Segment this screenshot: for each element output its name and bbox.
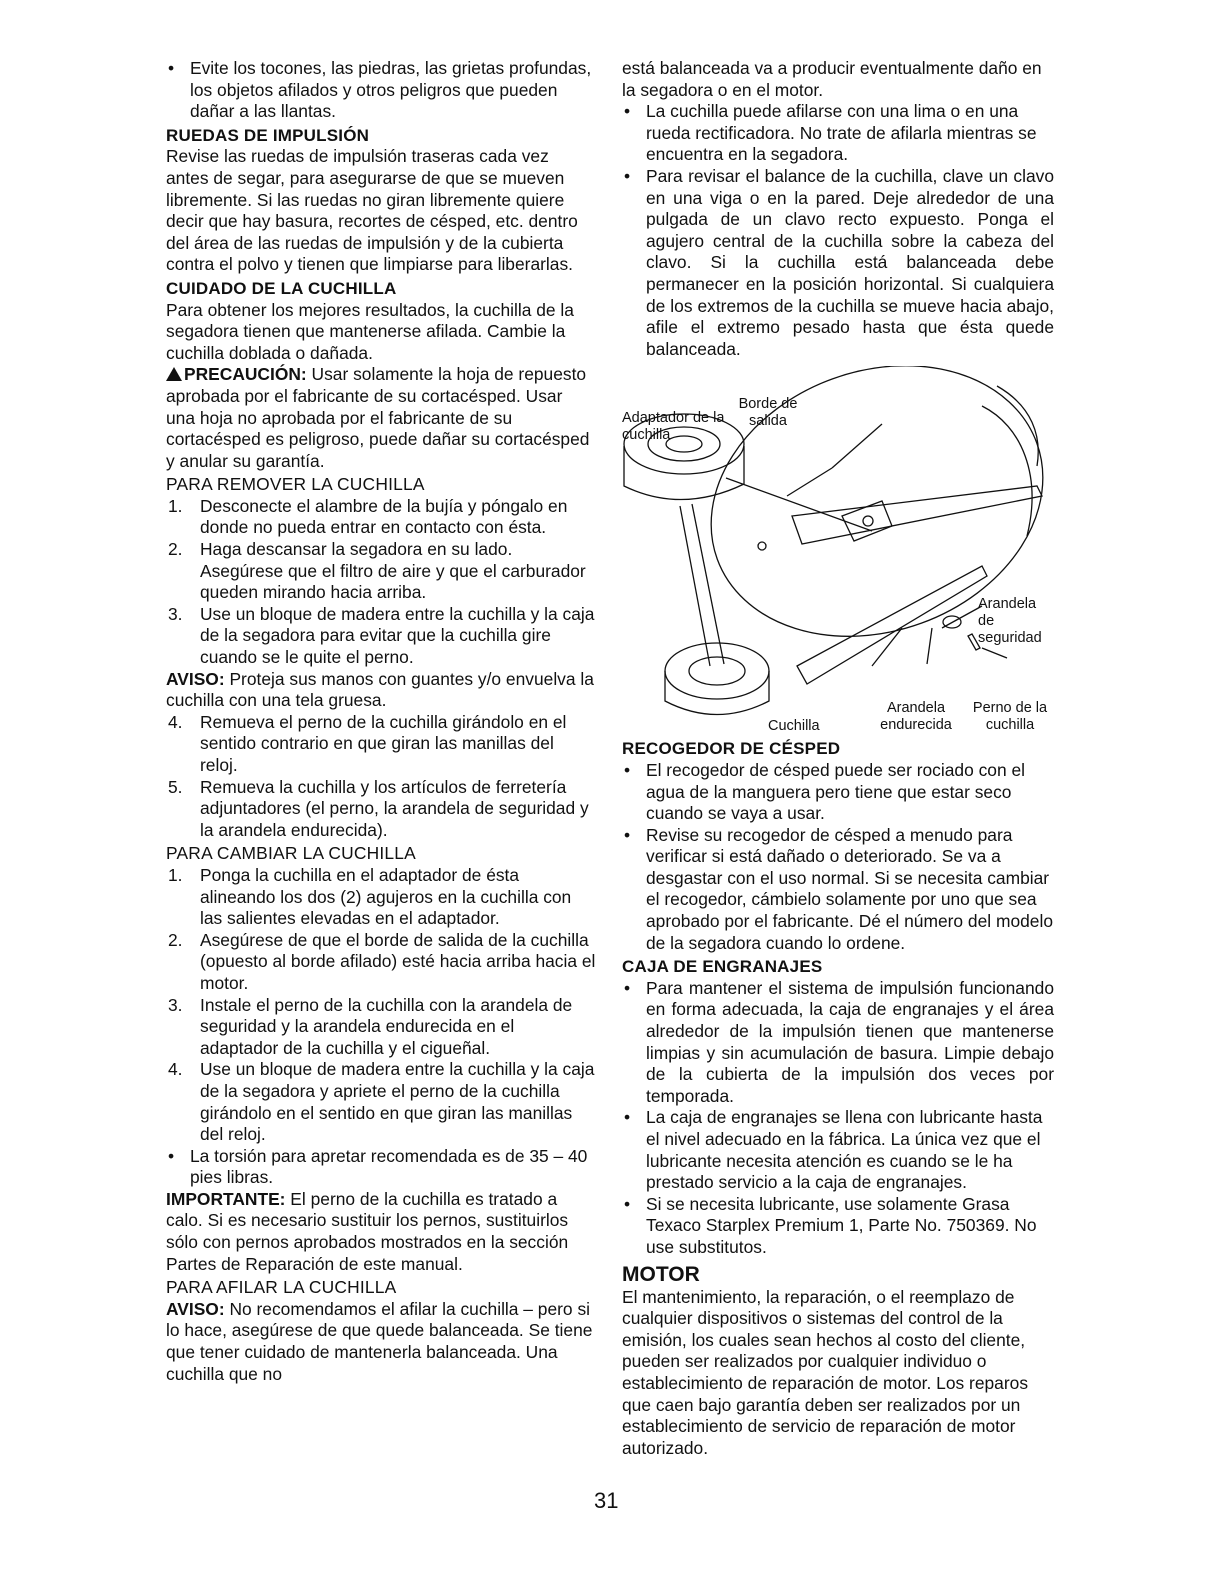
warning-icon — [166, 367, 182, 381]
grass-catcher-bullet: • El recogedor de césped puede ser rociado con el agua de la manguera pero tiene que estar seco cuando se vaya a usar. — [622, 760, 1054, 825]
notice-text: Proteja sus manos con guantes y/o envuelva la cuchilla con una tela gruesa. — [166, 668, 594, 711]
left-column — [166, 58, 596, 1385]
grass-catcher-heading: RECOGEDOR DE CÉSPED — [622, 739, 841, 759]
step-text: Remueva la cuchilla y los artículos de ferretería adjuntadores (el perno, la arandela de seguridad y la arandela endurecida). — [200, 776, 589, 840]
numbered-step — [166, 995, 596, 1060]
tires-bullet: • Evite los tocones, las piedras, las grietas profundas, los objetos afilados y otros peligros que pueden dañar a las llantas. — [166, 58, 596, 123]
caution-text: Usar solamente la hoja de repuesto aprobada por el fabricante de su cortacésped. Usar una hoja no aprobada por el fabricante de su cortacésped es peligroso, puede dañar su cortacésped y anular su garantía. — [166, 364, 590, 471]
blade-care-heading: CUIDADO DE LA CUCHILLA — [166, 278, 397, 298]
motor-heading: MOTOR — [622, 1262, 700, 1286]
notice-sharpen-paragraph — [166, 1299, 596, 1385]
torque-bullet: • La torsión para apretar recomendada es de 35 – 40 pies libras. — [166, 1146, 596, 1189]
balance-continuation: está balanceada va a producir eventualmente daño en la segadora o en el motor. — [622, 58, 1042, 100]
blade-care-paragraph: Para obtener los mejores resultados, la cuchilla de la segadora tienen que mantenerse afilada. Cambie la cuchilla doblada o dañada. — [166, 299, 574, 363]
label-blade-adapter: Adaptador de la cuchilla — [622, 410, 725, 444]
step-text: Remueva el perno de la cuchilla girándolo en el sentido contrario en que giran las manillas del reloj. — [200, 711, 567, 775]
caution-paragraph — [166, 364, 596, 472]
notice-text: No recomendamos el afilar la cuchilla – pero si lo hace, asegúrese de que quede balanceada. Se tiene que tener cuidado de mantenerla balanceada. Una cuchilla que no — [166, 1298, 593, 1384]
gearbox-heading: CAJA DE ENGRANAJES — [622, 957, 823, 977]
sharpen-blade-subheading: PARA AFILAR LA CUCHILLA — [166, 1277, 397, 1298]
step-number: 3. — [168, 994, 183, 1015]
step-number: 1. — [168, 495, 183, 516]
label-hardened-washer: Arandela endurecida — [880, 700, 952, 734]
drive-wheels-heading: RUEDAS DE IMPULSIÓN — [166, 125, 370, 145]
blade-bullet: • La cuchilla puede afilarse con una lima o en una rueda rectificadora. No trate de afilarla mientras se encuentra en la segadora. — [622, 101, 1054, 166]
label-lock-washer: Arandela de seguridad — [978, 596, 1042, 647]
gearbox-bullet: • La caja de engranajes se llena con lubricante hasta el nivel adecuado en la fábrica. La única vez que el lubricante necesita atención es cuando se le ha prestado servicio a la caja de engranajes. — [622, 1107, 1054, 1193]
notice-gloves-paragraph — [166, 669, 596, 712]
blade-assembly-figure — [622, 366, 1054, 735]
blade-bullet: • Para revisar el balance de la cuchilla, clave un clavo en una viga o en la pared. Deje alrededor de una pulgada de un clavo recto expuesto. Ponga el agujero central de la cuchilla sobre la cabeza del clavo. Si la cuchilla está balanceada debe permanecer en la posición horizontal. Si cualquiera de los extremos de la cuchilla se mueve hacia abajo, afile el extremo pesado hasta que ésta quede balanceada. — [622, 166, 1054, 360]
motor-paragraph: El mantenimiento, la reparación, o el reemplazo de cualquier dispositivos o sistemas del control de la emisión, los cuales sean hechos al costo del cliente, pueden ser realizados por cualquier individuo o establecimiento de reparación de motor. Los reparos que caen bajo garantía deben ser realizados por un establecimiento de servicio de reparación de motor autorizado. — [622, 1286, 1029, 1458]
important-paragraph — [166, 1189, 596, 1275]
numbered-step — [166, 930, 596, 995]
step-number: 4. — [168, 711, 183, 732]
label-blade-bolt: Perno de la cuchilla — [972, 700, 1048, 734]
grass-catcher-bullet: • Revise su recogedor de césped a menudo para verificar si está dañado o deteriorado. Se va a desgastar con el uso normal. Si se necesita cambiar el recogedor, cámbielo solamente por uno que sea aprobado por el fabricante. Dé el número del modelo de la segadora cuando lo ordene. — [622, 825, 1054, 955]
drive-wheels-paragraph: Revise las ruedas de impulsión traseras cada vez antes de segar, para asegurarse de que se mueven libremente. Si las ruedas no giran libremente quiere decir que hay basura, recortes de césped, etc. dentro del área de las ruedas de impulsión y de la cubierta contra el polvo y tienen que limpiarse para liberarlas. — [166, 146, 578, 275]
notice-label: AVISO: — [166, 1298, 225, 1319]
remove-steps-list-a — [166, 496, 596, 669]
numbered-step — [166, 604, 596, 669]
step-text: Use un bloque de madera entre la cuchilla y la caja de la segadora para evitar que la cuchilla gire cuando se le quite el perno. — [200, 603, 595, 668]
step-number: 2. — [168, 539, 183, 560]
step-number: 4. — [168, 1059, 183, 1080]
right-column — [622, 58, 1054, 1459]
remove-blade-subheading: PARA REMOVER LA CUCHILLA — [166, 474, 425, 495]
rear-wheel — [665, 643, 769, 699]
numbered-step — [166, 777, 596, 842]
numbered-step — [166, 496, 596, 539]
important-text: El perno de la cuchilla es tratado a calo. Si es necesario sustituir los pernos, sustituirlos sólo con pernos aprobados mostrados en la sección Partes de Reparación de este manual. — [166, 1188, 569, 1274]
step-text: Asegúrese de que el borde de salida de la cuchilla (opuesto al borde afilado) esté hacia arriba hacia el motor. — [200, 929, 596, 993]
blade-lower — [797, 566, 987, 684]
caution-label: PRECAUCIÓN: — [184, 364, 307, 385]
change-steps-list — [166, 865, 596, 1146]
step-number: 5. — [168, 776, 183, 797]
label-blade: Cuchilla — [768, 718, 820, 735]
step-text: Ponga la cuchilla en el adaptador de ésta alineando los dos (2) agujeros en la cuchilla con las salientes elevadas en el adaptador. — [200, 864, 572, 929]
notice-label: AVISO: — [166, 668, 225, 689]
step-text: Haga descansar la segadora en su lado. Asegúrese que el filtro de aire y que el carburador queden mirando hacia arriba. — [200, 539, 586, 603]
numbered-step — [166, 539, 596, 604]
deck-rim — [982, 406, 1032, 536]
step-number: 1. — [168, 864, 183, 885]
axle — [680, 506, 710, 666]
gearbox-bullet: • Para mantener el sistema de impulsión funcionando en forma adecuada, la caja de engranajes y el área alrededor de la impulsión tienen que mantenerse limpias y sin acumulación de basura. Limpie debajo de la cubierta de la impulsión dos veces por temporada. — [622, 978, 1054, 1108]
numbered-step — [166, 712, 596, 777]
numbered-step — [166, 865, 596, 930]
remove-steps-list-b — [166, 712, 596, 842]
page-number: 31 — [594, 1488, 619, 1513]
important-label: IMPORTANTE: — [166, 1188, 286, 1209]
gearbox-bullet: • Si se necesita lubricante, use solamente Grasa Texaco Starplex Premium 1, Parte No. 750369. No use substitutos. — [622, 1194, 1054, 1259]
label-trailing-edge: Borde de salida — [738, 396, 798, 430]
numbered-step — [166, 1059, 596, 1145]
step-number: 2. — [168, 929, 183, 950]
change-blade-subheading: PARA CAMBIAR LA CUCHILLA — [166, 843, 416, 864]
step-text: Desconecte el alambre de la bujía y póngalo en donde no pueda entrar en contacto con ésta. — [200, 495, 568, 538]
step-number: 3. — [168, 603, 183, 624]
step-text: Use un bloque de madera entre la cuchilla y la caja de la segadora y apriete el perno de la cuchilla girándolo en el sentido en que giran las manillas del reloj. — [200, 1059, 595, 1145]
step-text: Instale el perno de la cuchilla con la arandela de seguridad y la arandela endurecida en el adaptador de la cuchilla y el cigueñal. — [200, 994, 573, 1058]
